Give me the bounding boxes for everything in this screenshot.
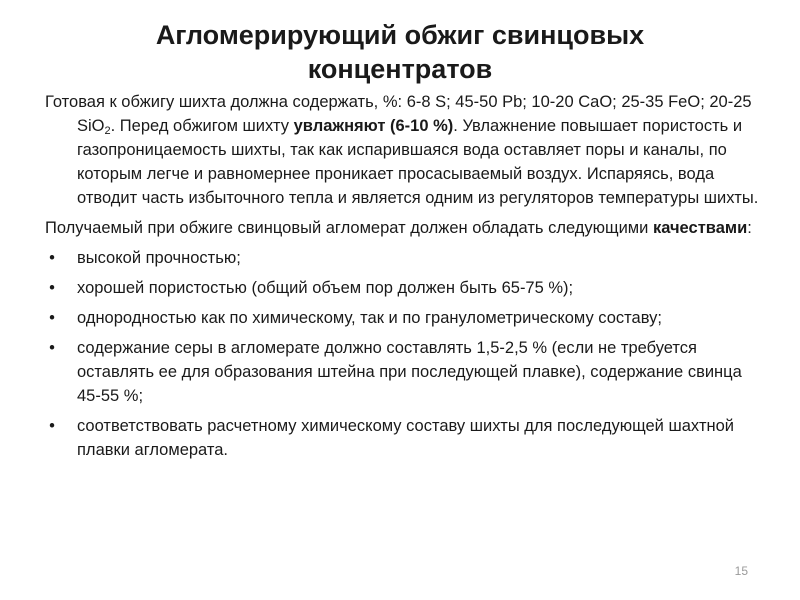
intro-subscript: 2 — [104, 125, 111, 137]
slide-title-line-1: Агломерирующий обжиг свинцовых — [155, 20, 645, 50]
bullet-dot: • — [49, 249, 55, 267]
qualities-paragraph — [45, 216, 760, 240]
slide-title — [60, 18, 740, 86]
bullet-text: высокой прочностью; — [77, 249, 241, 267]
slide-title-line-2: концентратов — [307, 54, 493, 84]
bullet-dot: • — [49, 279, 55, 297]
bullet-item — [45, 306, 760, 330]
bullet-dot: • — [49, 339, 55, 357]
bullet-dot: • — [49, 309, 55, 327]
bullet-item — [45, 246, 760, 270]
intro-text-1: Готовая к обжигу шихта должна содержать, %: 6-8 S; 45-50 Pb; 10-20 CaO; 25-35 FeO; 20-25 SiO — [45, 93, 752, 135]
bullet-item — [45, 276, 760, 300]
bullet-text: содержание серы в агломерате должно составлять 1,5-2,5 % (если не требуется оставлять ее для образования штейна при последующей плавке), содержание свинца 45-55 %; — [77, 339, 742, 405]
page-number: 15 — [734, 564, 748, 578]
bullet-text: однородностью как по химическому, так и по гранулометрическому составу; — [77, 309, 662, 327]
intro-paragraph — [45, 90, 760, 210]
slide-body — [45, 90, 760, 468]
intro-text-2: . Перед обжигом шихту — [110, 117, 294, 135]
qualities-bold-text: качествами — [652, 219, 748, 237]
bullet-text: хорошей пористостью (общий объем пор должен быть 65-75 %); — [77, 279, 574, 297]
bullet-item — [45, 414, 760, 462]
bullet-text: соответствовать расчетному химическому составу шихты для последующей шахтной плавки агломерата. — [77, 417, 735, 459]
intro-bold-text: увлажняют (6-10 %) — [293, 117, 454, 135]
intro-text-3: . Увлажнение повышает пористость и газопроницаемость шихты, так как испарившаяся вода оставляет поры и каналы, по которым легче и равномернее проникает просасываемый воздух. Испаряясь, вода отводит часть избыточного тепла и является одним из регуляторов температуры шихты. — [77, 117, 759, 207]
qualities-text-1: Получаемый при обжиге свинцовый агломерат должен обладать следующими — [45, 219, 653, 237]
bullet-dot: • — [49, 417, 55, 435]
bullet-item — [45, 336, 760, 408]
qualities-text-2: : — [747, 219, 752, 237]
